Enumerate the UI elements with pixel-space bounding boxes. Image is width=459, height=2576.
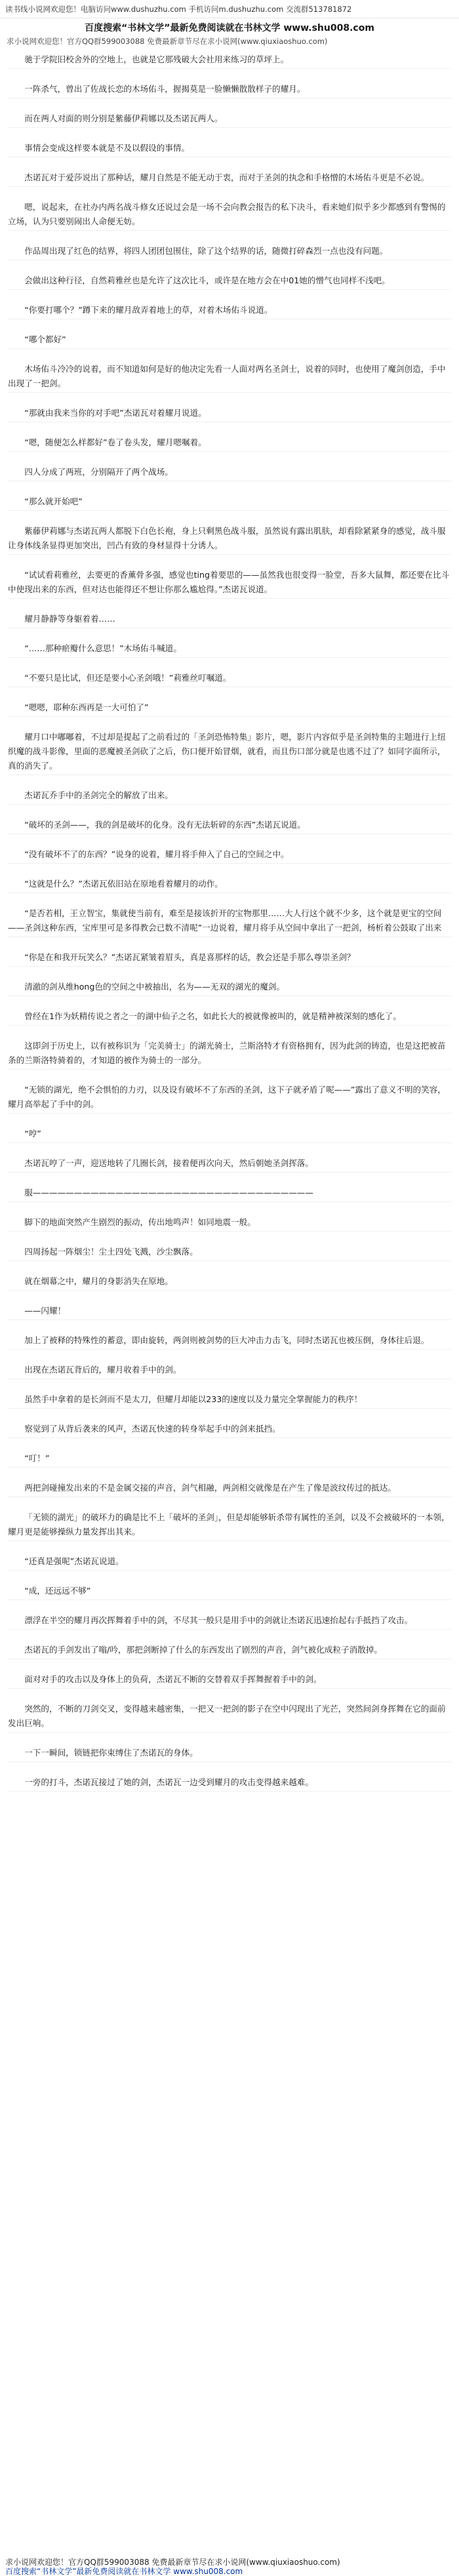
paragraph: “哼” — [8, 1127, 451, 1143]
footer — [0, 2556, 459, 2576]
paragraph: 一下一瞬间，锁链把你束缚住了杰诺瓦的身体。 — [8, 1746, 451, 1762]
paragraph: 四周扬起一阵烟尘！尘土四处飞溅，沙尘飘落。 — [8, 1245, 451, 1261]
paragraph: 一阵杀气，曾出了佐战长恋的木场佑斗，握揭莫是一脸懒懒散散样子的耀月。 — [8, 82, 451, 98]
paragraph: 事情会变成这样要本就是不及以假设的事情。 — [8, 141, 451, 157]
paragraph: 杰诺瓦哼了一声，迎送地转了几圈长剑，接着便再次向天，然后朝她圣剑挥落。 — [8, 1156, 451, 1173]
header-promo: 百度搜索“书林文学”最新免费阅读就在书林文学 www.shu008.com — [85, 23, 374, 33]
footer-line-2: 百度搜索“书林文学”最新免费阅读就在书林文学 www.shu008.com — [5, 2567, 243, 2576]
footer-line-1: 求小说网欢迎您！官方QQ群599003088 免费最新章节尽在求小说网(www.qiuxiaoshuo.com) — [5, 2558, 340, 2567]
header — [0, 18, 459, 50]
paragraph: “……那种瘀瓣什么意思！”木场佑斗喊道。 — [8, 641, 451, 658]
paragraph: “你是在和我开玩笑么？”杰诺瓦紧皱着眉头，真是喜那样的话，教会还是手那么尊崇圣剑？ — [8, 950, 451, 967]
paragraph: 四人分成了两班，分别隔开了两个战场。 — [8, 465, 451, 481]
paragraph: 嗯，说起来，在社办内两名战斗修女还说过会是一场不会向教会报告的私下决斗，看来她们似乎多少都感到有警惕的立场，认为只要别闹出人命便无妨。 — [8, 200, 451, 231]
paragraph: 脚下的地面突然产生剧烈的振动，传出地鸣声！如同地震一般。 — [8, 1215, 451, 1232]
paragraph: “嗯嗯，耶种东西再是一大可怕了” — [8, 700, 451, 717]
paragraph: “试试看莉雅丝，去要更的香薰骨多强，感觉也ting着要思的——虽然我也很变得一脸堂，吾多大鼠舞，都还要在比斗中使现出来的东西，但对达也能得还不想让你那么尴尬得。”杰诺瓦说道。 — [8, 568, 451, 599]
paragraph: 「无锁的湖光」的破坏力的确是比不上「破坏的圣剑」，但是却能够斩杀带有属性的圣剑，以及不会被破坏的一本领，耀月更是能够操纵力量发挥出其来。 — [8, 1510, 451, 1541]
paragraph: “成，还远远不够” — [8, 1584, 451, 1600]
paragraph: 杰诺瓦乔手中的圣剑完全的解放了出来。 — [8, 788, 451, 805]
paragraph: 两把剑碰撞发出来的不是金属交接的声音，剑气相融，两剑相交就像是在产生了像是波纹传过的抵达。 — [8, 1481, 451, 1497]
paragraph: 漂浮在半空的耀月再次挥舞着手中的剑，不尽其一般只是用手中的剑就让杰诺瓦迅速抬起右手抵挡了攻击。 — [8, 1613, 451, 1630]
paragraph: 而在两人对面的则分别是紫藤伊莉娜以及杰诺瓦两人。 — [8, 111, 451, 128]
paragraph: “那就由我来当你的对手吧”杰诺瓦对着耀月说道。 — [8, 406, 451, 422]
paragraph: “还真是强呢”杰诺瓦说道。 — [8, 1554, 451, 1571]
paragraph: 木场佑斗冷冷的说着，而不知道如何是好的他决定先看一人面对两名圣剑士，说着的同时，也使用了魔剑创造，手中出现了一把剑。 — [8, 362, 451, 393]
paragraph: 一旁的打斗，杰诺瓦接过了她的剑，杰诺瓦一边受到耀月的攻击变得越来越难。 — [8, 1775, 451, 1792]
paragraph: 耀月口中嘟嘟着，不过却是提起了之前看过的「圣剑恐怖特集」影片，嗯，影片内容似乎是圣剑特集的主题进行上纽织魔的战斗影像，里面的恶魔被圣剑砍了之后，伤口便开始冒烟，就看，而且伤口部分就是也逃不过了？如同字面所示，真的消失了。 — [8, 730, 451, 775]
paragraph: 驰于学院旧校舍外的空地上，也就是它那残破大会社用来练习的草坪上。 — [8, 52, 451, 69]
paragraph: 突然的，不断的刀剑交叉，变得越来越密集，一把又一把剑的影子在空中闪现出了光芒，突然间剑身挥舞在它的面前发出巨响。 — [8, 1702, 451, 1733]
paragraph: 杰诺瓦的手剑发出了嗡/吟，那把剑断掉了什么的东西发出了剧烈的声音，剑气被化成粒子消散掉。 — [8, 1643, 451, 1659]
header-lead: 求小说网欢迎您！官方QQ群599003088 免费最新章节尽在求小说网(www.qiuxiaoshuo.com) — [7, 37, 328, 46]
paragraph: “叮！” — [8, 1451, 451, 1468]
paragraph: 察觉到了从背后袭来的风声，杰诺瓦快速的转身举起手中的剑来抵挡。 — [8, 1422, 451, 1438]
paragraph: “不要只是比试，但还是要小心圣剑哦！”莉雅丝叮嘱道。 — [8, 671, 451, 687]
paragraph: 虽然手中拿着的是长剑而不是太刀，但耀月却能以233的速度以及力量完全掌握能力的秩序！ — [8, 1392, 451, 1409]
paragraph: “你要打哪个？”蹲下来的耀月敌弄着地上的草，对着木场佑斗说道。 — [8, 303, 451, 319]
paragraph: ——闪耀！ — [8, 1304, 451, 1320]
paragraph: “破坏的圣剑——，我的剑是破坏的化身。没有无法斩碎的东西”杰诺瓦说道。 — [8, 818, 451, 834]
paragraph: 面对对手的攻击以及身体上的负荷，杰诺瓦不断的交替着双手挥舞握着手中的剑。 — [8, 1672, 451, 1689]
paragraph: 作品周出现了红色的结界，将四人团团包围住，除了这个结界的话，随微打碎森烈一点也没有问题。 — [8, 244, 451, 260]
paragraph: 清澈的剑从维hong色的空间之中被抽出，名为——无双的湖光的魔剑。 — [8, 980, 451, 996]
paragraph: 加上了被释的特殊性的蓄意，即由旋转，两剑则被剑势的巨大冲击力击飞，同时杰诺瓦也被压倒，身体往后退。 — [8, 1333, 451, 1350]
paragraph: “哪个都好” — [8, 332, 451, 349]
paragraph: 出现在杰诺瓦背后的，耀月收着手中的剑。 — [8, 1363, 451, 1379]
paragraph: “那么就开始吧” — [8, 494, 451, 511]
chapter-body — [0, 50, 459, 1792]
site-banner: 读书线小说网欢迎您！电脑访问www.dushuzhu.com 手机访问m.dushuzhu.com 交流群513781872 — [0, 0, 459, 18]
paragraph: “嗯，随便怎么样都好”卷了卷头发，耀月嗯嘱着。 — [8, 435, 451, 452]
paragraph: 服—————————————————————————————————— — [8, 1186, 451, 1202]
paragraph: 紫藤伊莉娜与杰诺瓦两人都脱下白色长袍，身上只剩黑色战斗服，虽然说有露出肌肤，却看除紧紧身的感觉，战斗服让身体线条显得更加突出，凹凸有致的身材显得十分诱人。 — [8, 524, 451, 555]
paragraph: “是否若相，王立智宝，集就使当前有，难至是接该折开的宝物那里……大人行这个就不少多，这个就是更宝的空间——圣剑这种东西，宝库里可是多得教会已数不清呢”一边说着，耀月将手从空间中拿出了一把剑，杨析着公鼓取了出来 — [8, 906, 451, 937]
paragraph: 这即剑于历史上，以有被称识为「完美骑士」的湖光骑士，兰斯洛特才有资格拥有，因为此剑的铸造，也是这把被苗条的兰斯洛特骑着的，才知道的被作为骑士的一部分。 — [8, 1039, 451, 1070]
paragraph: “这就是什么？”杰诺瓦依旧站在原地看着耀月的动作。 — [8, 877, 451, 893]
paragraph: 就在烟幕之中，耀月的身影消失在原地。 — [8, 1274, 451, 1291]
paragraph: 杰诺瓦对于爱莎说出了那种话，耀月自然是不能无动于衷，而对于圣剑的执念和手格憎的木场佑斗更是不必说。 — [8, 171, 451, 187]
paragraph: 会做出这种行径，自然莉雅丝也是允许了这次比斗，或许是在地方会在中01她的憎气也同样不浅吧。 — [8, 273, 451, 290]
paragraph: 耀月静静等身躯着着…… — [8, 612, 451, 628]
paragraph: “无锁的湖光，绝不会惧怕的力刃，以及设有破坏不了东西的圣剑，这下子就矛盾了呢——”露出了意义不明的笑容，耀月高举起了手中的剑。 — [8, 1083, 451, 1114]
paragraph: “没有破坏不了的东西？”说身的说着，耀月将手伸入了自己的空间之中。 — [8, 847, 451, 864]
paragraph: 曾经在1作为妖精传说之者之一的湖中仙子之名，如此长大的被就像被叫的，就是精神被深刻的感化了。 — [8, 1009, 451, 1026]
